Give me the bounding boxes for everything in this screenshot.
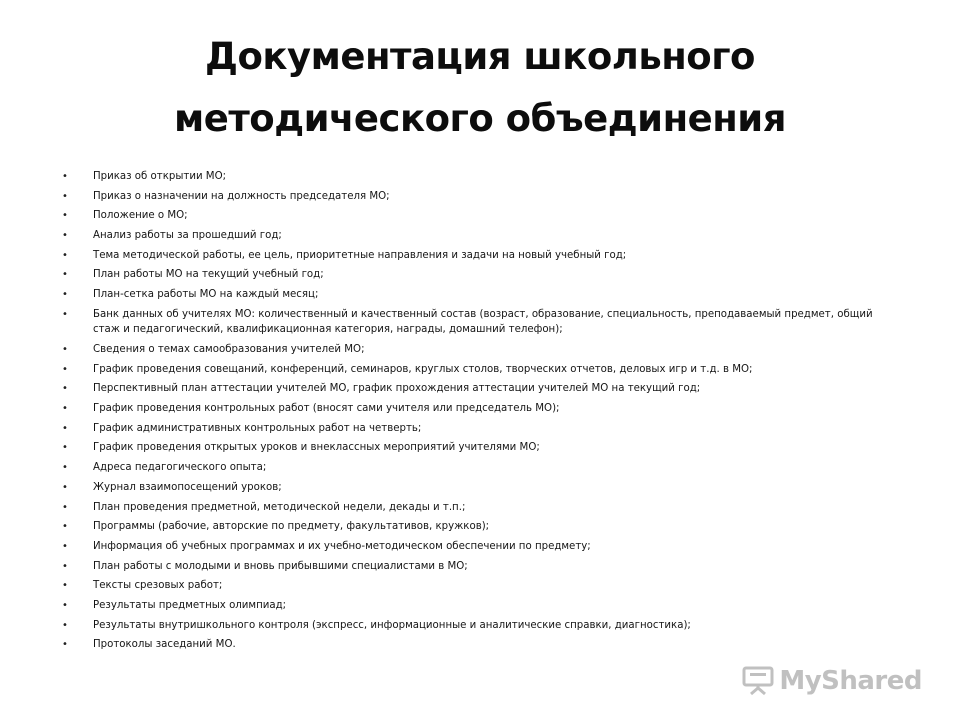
bullet-icon: • [62, 442, 68, 454]
slide-title-line-1: Документация школьного [205, 35, 755, 78]
bullet-icon: • [62, 269, 68, 281]
watermark-text: MyShared [779, 666, 922, 696]
list-item [62, 248, 892, 264]
bullet-icon: • [62, 540, 68, 552]
list-item-text: План работы МО на текущий учебный год; [93, 269, 324, 281]
list-item-text: График административных контрольных работ на четверть; [93, 422, 422, 434]
list-item-text: Тексты срезовых работ; [93, 580, 223, 592]
documentation-list [62, 169, 892, 657]
list-item [62, 228, 892, 244]
bullet-icon: • [62, 501, 68, 513]
list-item-text: Адреса педагогического опыта; [93, 462, 267, 474]
list-item [62, 460, 892, 476]
bullet-icon: • [62, 560, 68, 572]
bullet-icon: • [62, 249, 68, 261]
list-item-text: Перспективный план аттестации учителей МО, график прохождения аттестации учителей МО на текущий год; [93, 383, 701, 395]
list-item-text: Результаты внутришкольного контроля (экспресс, информационные и аналитические справки, диагностика); [93, 619, 691, 631]
bullet-icon: • [62, 344, 68, 355]
list-item-text: План-сетка работы МО на каждый месяц; [93, 289, 319, 301]
list-item-text: План работы с молодыми и вновь прибывшими специалистами в МО; [93, 560, 468, 572]
bullet-icon: • [62, 599, 68, 611]
bullet-icon: • [62, 289, 68, 301]
bullet-icon: • [62, 580, 68, 592]
list-item [62, 598, 892, 614]
list-item-text: Приказ о назначении на должность председателя МО; [93, 190, 390, 202]
list-item [62, 401, 892, 417]
list-item [62, 618, 892, 634]
list-item [62, 440, 892, 456]
list-item-text: График проведения открытых уроков и внеклассных мероприятий учителями МО; [93, 442, 540, 454]
bullet-icon: • [62, 308, 68, 320]
list-item [62, 189, 892, 205]
list-item [62, 637, 892, 653]
list-item-text: Информация об учебных программах и их учебно-методическом обеспечении по предмету; [93, 540, 591, 552]
list-item [62, 307, 892, 338]
list-item [62, 381, 892, 397]
list-item-text: Банк данных об учителях МО: количественный и качественный состав (возраст, образование, специальность, преподаваемый предмет, общий стаж и педагогический, квалификационная категория, награды, домашний телефон); [93, 308, 873, 336]
bullet-icon: • [62, 462, 68, 474]
list-item-text: Сведения о темах самообразования учителей МО; [93, 344, 365, 355]
list-item-text: Протоколы заседаний МО. [93, 639, 236, 651]
list-item-text: План проведения предметной, методической недели, декады и т.п.; [93, 501, 466, 513]
list-item-text: Журнал взаимопосещений уроков; [93, 481, 282, 493]
bullet-icon: • [62, 639, 68, 651]
bullet-icon: • [62, 171, 68, 182]
list-item [62, 287, 892, 303]
list-item [62, 208, 892, 224]
list-item [62, 421, 892, 437]
bullet-icon: • [62, 383, 68, 395]
list-item-text: Положение о МО; [93, 210, 188, 222]
list-item [62, 578, 892, 594]
list-item-text: Анализ работы за прошедший год; [93, 230, 282, 242]
list-item [62, 362, 892, 378]
bullet-icon: • [62, 403, 68, 415]
bullet-icon: • [62, 363, 68, 375]
list-item-text: Программы (рабочие, авторские по предмету, факультативов, кружков); [93, 521, 490, 533]
list-item-text: Тема методической работы, ее цель, приоритетные направления и задачи на новый учебный год; [93, 249, 627, 261]
list-item [62, 267, 892, 283]
list-item [62, 519, 892, 535]
list-item [62, 342, 892, 358]
bullet-icon: • [62, 210, 68, 222]
slide-title [60, 26, 900, 150]
list-item [62, 169, 892, 185]
bullet-icon: • [62, 481, 68, 493]
list-item-text: График проведения совещаний, конференций, семинаров, круглых столов, творческих отчетов, деловых игр и т.д. в МО; [93, 363, 753, 375]
watermark [741, 666, 922, 696]
list-item-text: Приказ об открытии МО; [93, 171, 227, 182]
bullet-icon: • [62, 190, 68, 202]
list-item [62, 500, 892, 516]
bullet-icon: • [62, 619, 68, 631]
list-item-text: Результаты предметных олимпиад; [93, 599, 287, 611]
list-item [62, 539, 892, 555]
bullet-icon: • [62, 521, 68, 533]
list-item [62, 559, 892, 575]
list-item [62, 480, 892, 496]
list-item-text: График проведения контрольных работ (вносят сами учителя или председатель МО); [93, 403, 560, 415]
bullet-icon: • [62, 230, 68, 242]
bullet-icon: • [62, 422, 68, 434]
presentation-board-icon [741, 666, 775, 696]
slide-title-line-2: методического объединения [174, 97, 786, 140]
